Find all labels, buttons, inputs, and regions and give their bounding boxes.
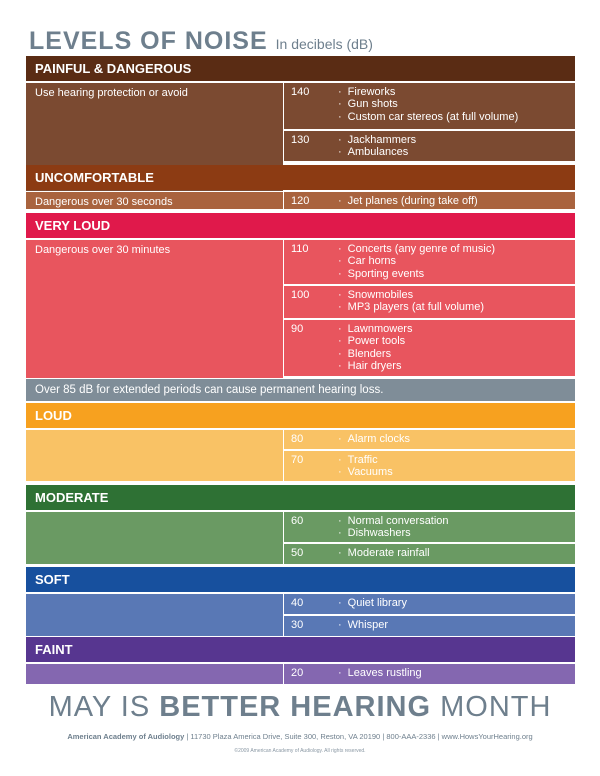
decibel-value: 140 [291, 86, 310, 98]
title-main: LEVELS OF NOISE [29, 27, 268, 55]
noise-examples [338, 243, 495, 280]
decibel-value: 70 [291, 454, 304, 466]
category-note [26, 664, 283, 684]
noise-example: · Lawnmowers [338, 323, 412, 335]
decibel-row [284, 131, 575, 161]
decibel-row [284, 451, 575, 481]
category-header: SOFT [26, 567, 575, 592]
noise-example: · Car horns [338, 255, 495, 267]
decibel-row [284, 594, 575, 614]
noise-example: · Jackhammers [338, 134, 416, 146]
decibel-value: 90 [291, 323, 304, 335]
footer-copyright: ©2009 American Academy of Audiology. All rights reserved. [234, 748, 366, 754]
decibel-value: 110 [291, 243, 309, 255]
noise-example: · Hair dryers [338, 360, 412, 372]
decibel-row [284, 664, 575, 684]
noise-examples [338, 86, 518, 123]
category-body [26, 428, 575, 481]
noise-example: · Normal conversation [338, 515, 449, 527]
category-note [26, 594, 283, 636]
footer-headline-part1: MAY IS [48, 691, 160, 723]
noise-example: · Custom car stereos (at full volume) [338, 111, 518, 123]
category-note: Dangerous over 30 minutes [26, 240, 283, 378]
noise-example: · Quiet library [338, 597, 407, 609]
category-header: UNCOMFORTABLE [26, 165, 575, 190]
noise-examples [338, 667, 422, 679]
page-title [29, 27, 373, 57]
noise-example: · Alarm clocks [338, 433, 410, 445]
noise-example: · Jet planes (during take off) [338, 195, 478, 207]
noise-examples [338, 597, 407, 609]
noise-example: · Blenders [338, 348, 412, 360]
decibel-row [284, 512, 575, 542]
decibel-row [284, 83, 575, 129]
noise-example: · Dishwashers [338, 527, 449, 539]
footer-headline-part2: BETTER HEARING [159, 691, 432, 723]
footer-headline [0, 691, 600, 724]
decibel-value: 40 [291, 597, 304, 609]
noise-example: · Ambulances [338, 146, 416, 158]
noise-example: · Leaves rustling [338, 667, 422, 679]
decibel-row [284, 320, 575, 376]
decibel-value: 20 [291, 667, 304, 679]
noise-examples [338, 619, 388, 631]
category-note: Dangerous over 30 seconds [26, 192, 283, 209]
noise-example: · Fireworks [338, 86, 518, 98]
category-header: VERY LOUD [26, 213, 575, 238]
footer-org: American Academy of Audiology [67, 732, 185, 741]
category-note [26, 512, 283, 564]
noise-example: · Whisper [338, 619, 388, 631]
noise-example: · Vacuums [338, 466, 393, 478]
noise-example: · Concerts (any genre of music) [338, 243, 495, 255]
noise-examples [338, 289, 484, 314]
noise-example: · Gun shots [338, 98, 518, 110]
decibel-value: 50 [291, 547, 304, 559]
noise-category [26, 485, 575, 564]
noise-example: · Sporting events [338, 268, 495, 280]
decibel-value: 100 [291, 289, 310, 301]
noise-example: · Snowmobiles [338, 289, 484, 301]
decibel-value: 60 [291, 515, 304, 527]
category-header: PAINFUL & DANGEROUS [26, 56, 575, 81]
decibel-value: 130 [291, 134, 310, 146]
category-body [26, 510, 575, 564]
decibel-row [284, 286, 575, 318]
decibel-row [284, 430, 575, 449]
category-header: FAINT [26, 637, 575, 662]
decibel-value: 30 [291, 619, 304, 631]
category-note: Use hearing protection or avoid [26, 83, 283, 191]
noise-category [26, 165, 575, 209]
decibel-value: 120 [291, 195, 310, 207]
noise-category [26, 567, 575, 636]
decibel-row [284, 192, 575, 209]
footer-address: | 11730 Plaza America Drive, Suite 300, Reston, VA 20190 | 800-AAA-2336 | www.HowsYourHearing.org [184, 732, 533, 741]
category-header: LOUD [26, 403, 575, 428]
title-subtitle: In decibels (dB) [275, 36, 373, 52]
noise-category [26, 403, 575, 481]
noise-category [26, 637, 575, 684]
noise-examples [338, 134, 416, 159]
category-body [26, 662, 575, 684]
decibel-value: 80 [291, 433, 304, 445]
noise-examples [338, 323, 412, 373]
noise-examples [338, 515, 449, 540]
noise-example: · MP3 players (at full volume) [338, 301, 484, 313]
hearing-loss-warning: Over 85 dB for extended periods can cause permanent hearing loss. [26, 379, 575, 401]
category-body [26, 190, 575, 209]
noise-examples [338, 547, 430, 559]
noise-examples [338, 454, 393, 479]
category-header: MODERATE [26, 485, 575, 510]
noise-example: · Power tools [338, 335, 412, 347]
footer-headline-part3: MONTH [431, 691, 552, 723]
category-note [26, 430, 283, 481]
footer-contact [0, 732, 600, 741]
noise-examples [338, 195, 478, 207]
category-body [26, 238, 575, 378]
decibel-row [284, 616, 575, 636]
category-body [26, 592, 575, 636]
noise-example: · Moderate rainfall [338, 547, 430, 559]
noise-category [26, 213, 575, 378]
decibel-row [284, 544, 575, 564]
noise-examples [338, 433, 410, 445]
noise-example: · Traffic [338, 454, 393, 466]
decibel-row [284, 240, 575, 284]
